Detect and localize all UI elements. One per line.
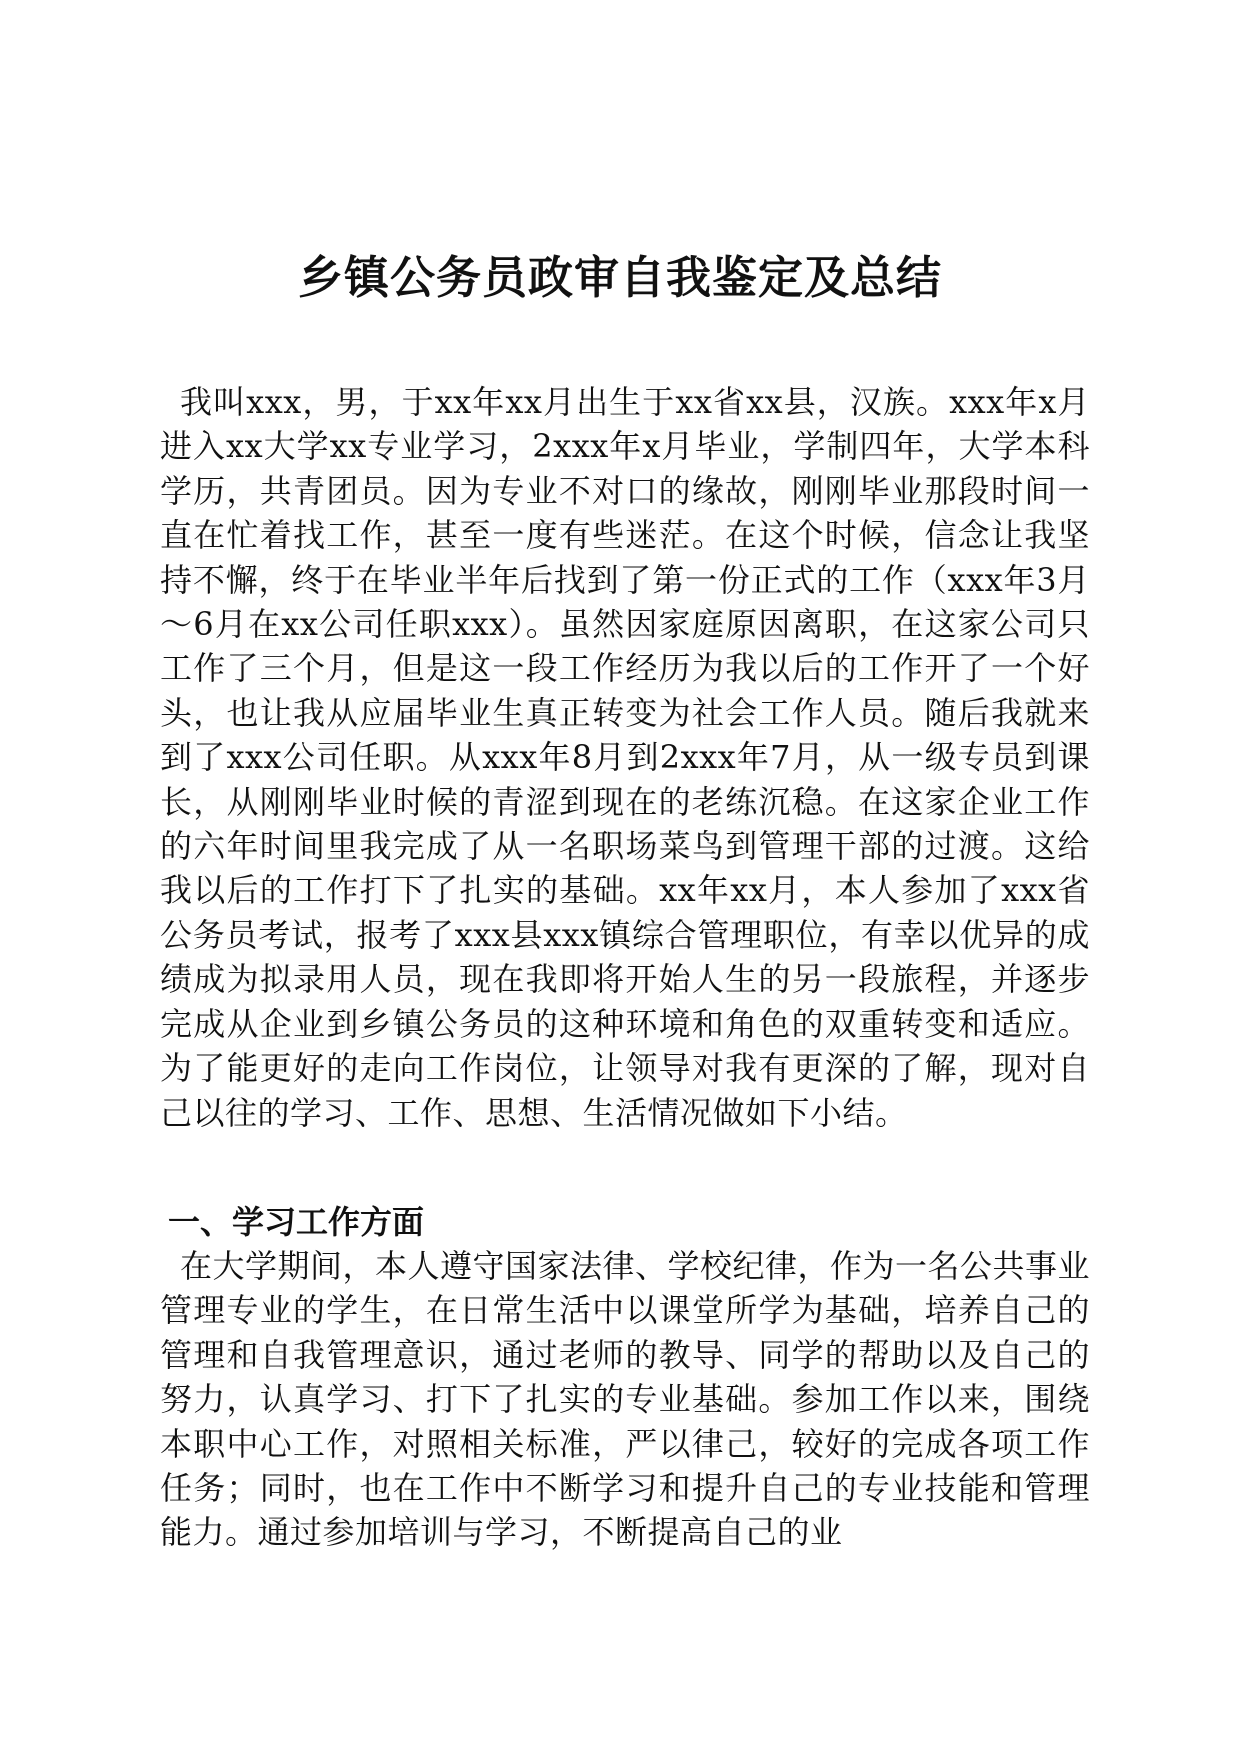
intro-paragraph: 我叫xxx，男，于xx年xx月出生于xx省xx县，汉族。xxx年x月进入xx大学xx专业学习，2xxx年x月毕业，学制四年，大学本科学历，共青团员。因为专业不对口的缘故，刚刚毕业那段时间一直在忙着找工作，甚至一度有些迷茫。在这个时候，信念让我坚持不懈，终于在毕业半年后找到了第一份正式的工作（xxx年3月～6月在xx公司任职xxx）。虽然因家庭原因离职，在这家公司只工作了三个月，但是这一段工作经历为我以后的工作开了一个好头，也让我从应届毕业生真正转变为社会工作人员。随后我就来到了xxx公司任职。从xxx年8月到2xxx年7月，从一级专员到课长，从刚刚毕业时候的青涩到现在的老练沉稳。在这家企业工作的六年时间里我完成了从一名职场菜鸟到管理干部的过渡。这给我以后的工作打下了扎实的基础。xx年xx月，本人参加了xxx省公务员考试，报考了xxx县xxx镇综合管理职位，有幸以优异的成绩成为拟录用人员，现在我即将开始人生的另一段旅程，并逐步完成从企业到乡镇公务员的这种环境和角色的双重转变和适应。为了能更好的走向工作岗位，让领导对我有更深的了解，现对自己以往的学习、工作、思想、生活情况做如下小结。 (160, 383, 1090, 1132)
document-title: 乡镇公务员政审自我鉴定及总结 (297, 251, 942, 304)
section-heading: 一、学习工作方面 (168, 1203, 425, 1241)
study-work-paragraph: 在大学期间，本人遵守国家法律、学校纪律，作为一名公共事业管理专业的学生，在日常生活中以课堂所学为基础，培养自己的管理和自我管理意识，通过老师的教导、同学的帮助以及自己的努力，认真学习、打下了扎实的专业基础。参加工作以来，围绕本职中心工作，对照相关标准，严以律己，较好的完成各项工作任务；同时，也在工作中不断学习和提升自己的专业技能和管理能力。通过参加培训与学习，不断提高自己的业 (160, 1247, 1091, 1552)
